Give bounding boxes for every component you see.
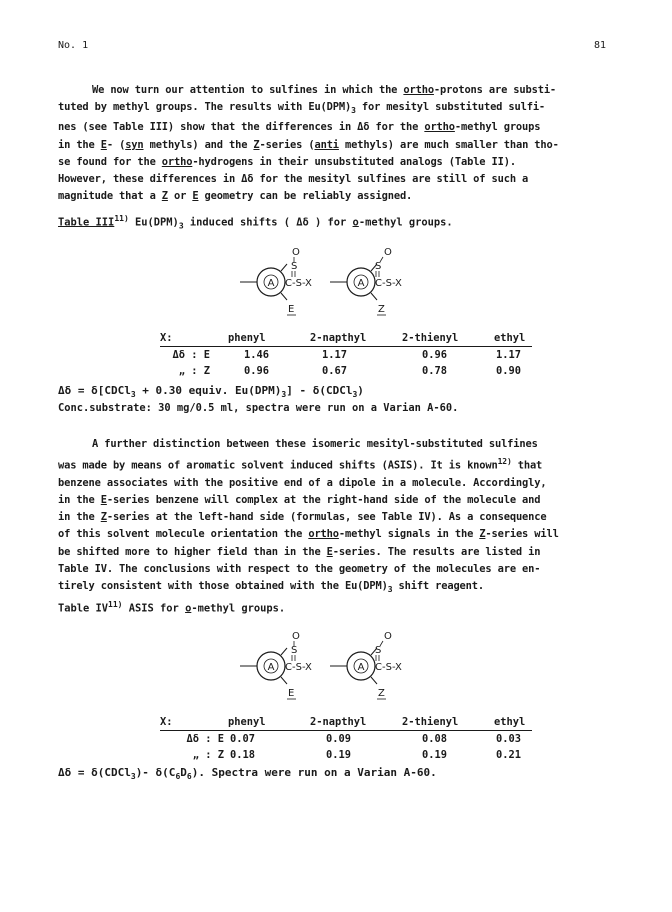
text-line: tirely consistent with those obtained with the $Eu(DPM)_3$ shift reagent. (58, 580, 484, 595)
text-line: in the Z-series at the left-hand side (formulas, see Table IV). As a consequence (58, 511, 547, 524)
table3-note-definition: Δδ = δ[CDCl$_3$ + 0.30 equiv. $Eu(DPM)_3$] - δ(CDCl$_3$) (58, 384, 364, 400)
oxygen-label: O (292, 247, 300, 258)
structure-e-isomer (240, 631, 312, 699)
table-cell: 1.46 (244, 349, 270, 361)
ring-label: A (267, 662, 275, 673)
row-label: Δδ : E (186, 733, 224, 745)
sulfur-label: S (291, 645, 298, 656)
table-cell: 0.67 (322, 365, 348, 377)
cs-label: C-S-X (375, 662, 402, 673)
text-line: in the E- (syn methyls) and the Z-series (anti methyls) are much smaller than tho- (58, 138, 559, 151)
table-cell: 1.17 (322, 349, 348, 361)
text-line: magnitude that a Z or E geometry can be reliably assigned. (58, 190, 413, 203)
oxygen-label: O (292, 631, 300, 642)
sulfine-structures-table3 (230, 244, 430, 324)
table4-note-definition: Δδ = δ(CDCl$_3$)- $\delta(C_6D_6)$. Spectra were run on a Varian A-60. (58, 766, 437, 782)
table-cell: 0.08 (422, 733, 448, 745)
table-row (160, 731, 532, 748)
journal-number: No. 1 (58, 40, 89, 51)
column-header: ethyl (494, 714, 532, 731)
ring-label: A (357, 278, 365, 289)
isomer-e-label: E (288, 688, 295, 699)
table-cell: 0.07 (230, 733, 256, 745)
column-header: phenyl (228, 714, 310, 731)
table-row (160, 363, 532, 379)
structure-e-isomer (240, 247, 312, 315)
structure-z-isomer (330, 247, 402, 315)
oxygen-label: O (384, 631, 392, 642)
table4 (160, 714, 532, 763)
table-cell: 1.17 (496, 349, 522, 361)
text-line: was made by means of aromatic solvent induced shifts (ASIS). It is known$^{12)}$ that (58, 457, 543, 472)
table-row (160, 747, 532, 763)
text-line: However, these differences in Δδ for the mesityl sulfines are still of such a (58, 173, 529, 186)
table-cell: 0.96 (244, 365, 270, 377)
sulfur-label: S (375, 261, 382, 272)
column-header: X: (160, 714, 228, 731)
table-cell: 0.96 (422, 349, 448, 361)
ring-label: A (267, 278, 275, 289)
column-header: 2-thienyl (402, 714, 494, 731)
oxygen-label: O (384, 247, 392, 258)
text-line: in the E-series benzene will complex at the right-hand side of the molecule and (58, 494, 541, 507)
table-header-row (160, 330, 532, 347)
table-cell: 0.19 (326, 749, 352, 761)
structure-z-isomer (330, 631, 402, 699)
table3-note-conditions: Conc.substrate: 30 mg/0.5 ml, spectra were run on a Varian A-60. (58, 402, 459, 414)
text-line: be shifted more to higher field than in the E-series. The results are listed in (58, 545, 541, 558)
text-line: of this solvent molecule orientation the ortho-methyl signals in the Z-series will (58, 528, 559, 541)
sulfine-structures-table4 (230, 628, 430, 708)
table-cell: 0.78 (422, 365, 448, 377)
cs-label: C-S-X (285, 662, 312, 673)
cs-label: C-S-X (375, 278, 402, 289)
row-label: „ : Z (192, 749, 224, 761)
table4-caption: Table IV$^{11)}$ ASIS for o-methyl groups. (58, 600, 286, 615)
column-header: phenyl (228, 330, 310, 347)
column-header: 2-napthyl (310, 714, 402, 731)
column-header: ethyl (494, 330, 532, 347)
table-cell: 0.19 (422, 749, 448, 761)
table3-caption: Table III$^{11)}$ $Eu(DPM)_3$ induced shifts ( Δδ ) for o-methyl groups. (58, 214, 453, 231)
paragraph-asis (58, 436, 618, 598)
table3 (160, 330, 532, 379)
table-cell: 0.18 (230, 749, 256, 761)
isomer-z-label: Z (378, 688, 385, 699)
text-line: se found for the ortho-hydrogens in their unsubstituted analogs (Table II). (58, 155, 516, 168)
text-line: Table IV. The conclusions with respect to the geometry of the molecules are en- (58, 562, 541, 575)
table-header-row (160, 714, 532, 731)
text-line: nes (see Table III) show that the differences in Δδ for the ortho-methyl groups (58, 121, 541, 134)
column-header: 2-thienyl (402, 330, 494, 347)
table-cell: 0.90 (496, 365, 522, 377)
isomer-e-label: E (288, 304, 295, 315)
page-number: 81 (593, 40, 606, 51)
row-label: Δδ : E (172, 349, 210, 361)
column-header: 2-napthyl (310, 330, 402, 347)
sulfur-label: S (375, 645, 382, 656)
table-row (160, 347, 532, 364)
sulfur-label: S (291, 261, 298, 272)
column-header: X: (160, 330, 228, 347)
isomer-z-label: Z (378, 304, 385, 315)
cs-label: C-S-X (285, 278, 312, 289)
text-line: benzene associates with the positive end of a dipole in a molecule. Accordingly, (58, 476, 547, 489)
text-line: tuted by methyl groups. The results with $Eu(DPM)_3$ for mesityl substituted sulfi- (58, 101, 546, 116)
table-cell: 0.03 (496, 733, 522, 745)
table-cell: 0.21 (496, 749, 522, 761)
paragraph-ortho-methyl (58, 82, 618, 206)
ring-label: A (357, 662, 365, 673)
text-line: A further distinction between these isomeric mesityl-substituted sulfines (92, 438, 538, 450)
row-label: „ : Z (178, 365, 210, 377)
table-cell: 0.09 (326, 733, 352, 745)
text-line: We now turn our attention to sulfines in which the ortho-protons are substi- (92, 84, 557, 96)
